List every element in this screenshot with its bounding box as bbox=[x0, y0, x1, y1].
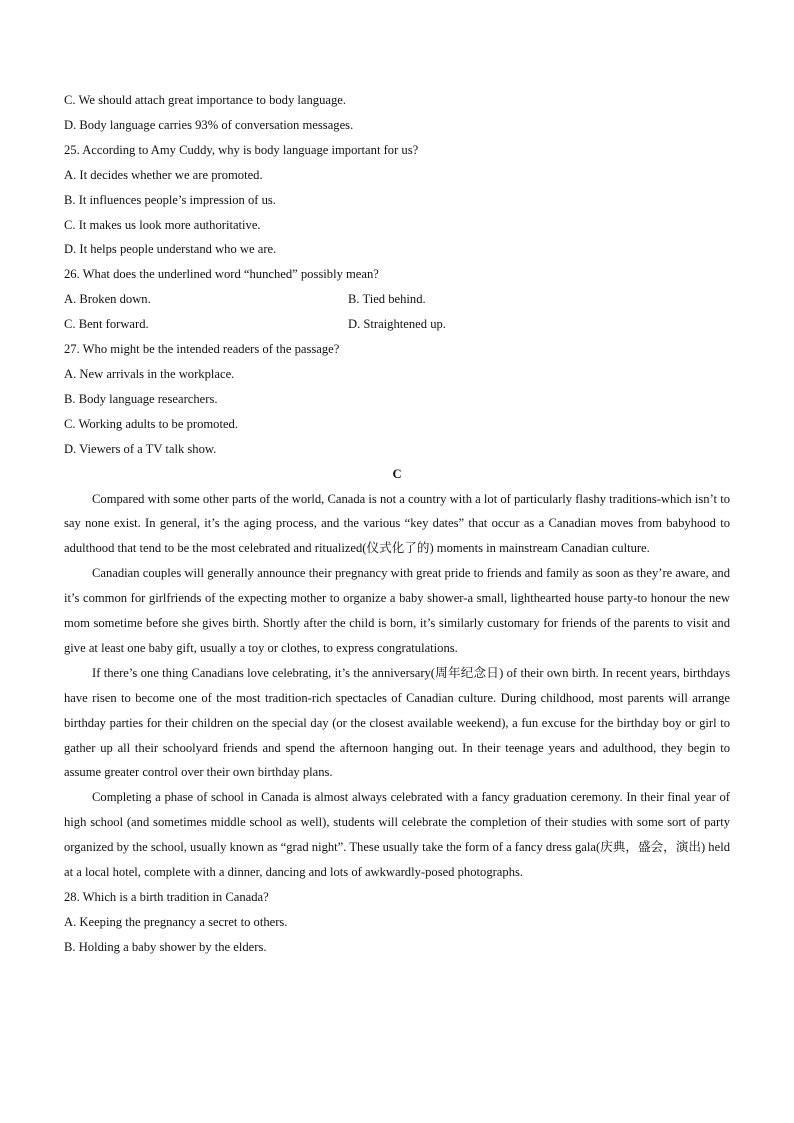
q26-stem: 26. What does the underlined word “hunched” possibly mean? bbox=[64, 267, 379, 282]
q25-option-b: B. It influences people’s impression of us. bbox=[64, 192, 276, 207]
q26-options-row-1 bbox=[64, 287, 730, 312]
q26-option-d: D. Straightened up. bbox=[348, 317, 446, 332]
exam-page bbox=[64, 88, 730, 960]
q27-option-c: C. Working adults to be promoted. bbox=[64, 416, 238, 431]
q25-option-a: A. It decides whether we are promoted. bbox=[64, 167, 263, 182]
q24-option-c: C. We should attach great importance to body language. bbox=[64, 93, 347, 107]
q26-option-b: B. Tied behind. bbox=[348, 292, 426, 307]
q25-option-c: C. It makes us look more authoritative. bbox=[64, 217, 261, 232]
q27-option-d: D. Viewers of a TV talk show. bbox=[64, 441, 217, 456]
q27-option-b: B. Body language researchers. bbox=[64, 391, 218, 406]
q26-option-c: C. Bent forward. bbox=[64, 317, 149, 332]
q28-option-a: A. Keeping the pregnancy a secret to others. bbox=[64, 914, 288, 929]
section-c-heading: C bbox=[392, 466, 402, 481]
q26-option-a: A. Broken down. bbox=[64, 292, 151, 307]
q25-option-d: D. It helps people understand who we are. bbox=[64, 242, 277, 257]
q24-option-d: D. Body language carries 93% of conversation messages. bbox=[64, 117, 354, 132]
passage-paragraph-1: Compared with some other parts of the world, Canada is not a country with a lot of particularly flashy traditions-which isn’t to say none exist. In general, it’s the aging process, and the various “key dates” that occur as a Canadian moves from babyhood to adulthood that tend to be the most celebrated and ritualized(仪式化了的) moments in mainstream Canadian culture. bbox=[64, 491, 730, 556]
passage-paragraph-4: Completing a phase of school in Canada is almost always celebrated with a fancy graduation ceremony. In their final year of high school (and sometimes middle school as well), students will celebrate the completion of their studies with some sort of party organized by the school, usually known as “grad night”. These usually take the form of a fancy dress gala(庆典，盛会，演出) held at a local hotel, complete with a dinner, dancing and lots of awkwardly-posed photographs. bbox=[64, 790, 730, 880]
q28-option-b: B. Holding a baby shower by the elders. bbox=[64, 939, 267, 954]
q26-options-row-2 bbox=[64, 312, 730, 337]
q28-stem: 28. Which is a birth tradition in Canada? bbox=[64, 890, 269, 904]
q27-option-a: A. New arrivals in the workplace. bbox=[64, 366, 235, 381]
q25-stem: 25. According to Amy Cuddy, why is body language important for us? bbox=[64, 142, 419, 157]
passage-paragraph-2: Canadian couples will generally announce their pregnancy with great pride to friends and family as soon as they’re aware, and it’s common for girlfriends of the expecting mother to organize a baby shower-a small, lighthearted house party-to honour the new mom sometime before she gives birth. Shortly after the child is born, it’s similarly customary for friends of the parents to visit and give at least one baby gift, usually a toy or clothes, to express congratulations. bbox=[64, 566, 730, 655]
passage-paragraph-3: If there’s one thing Canadians love celebrating, it’s the anniversary(周年纪念日) of their own birth. In recent years, birthdays have risen to become one of the most tradition-rich spectacles of Canadian culture. During childhood, most parents will arrange birthday parties for their children on the special day (or the closest available weekend), a fun excuse for the birthday boy or girl to gather up all their schoolyard friends and spend the afternoon hanging out. In their teenage years and adulthood, they begin to assume greater control over their own birthday plans. bbox=[64, 665, 730, 780]
q27-stem: 27. Who might be the intended readers of the passage? bbox=[64, 342, 340, 357]
